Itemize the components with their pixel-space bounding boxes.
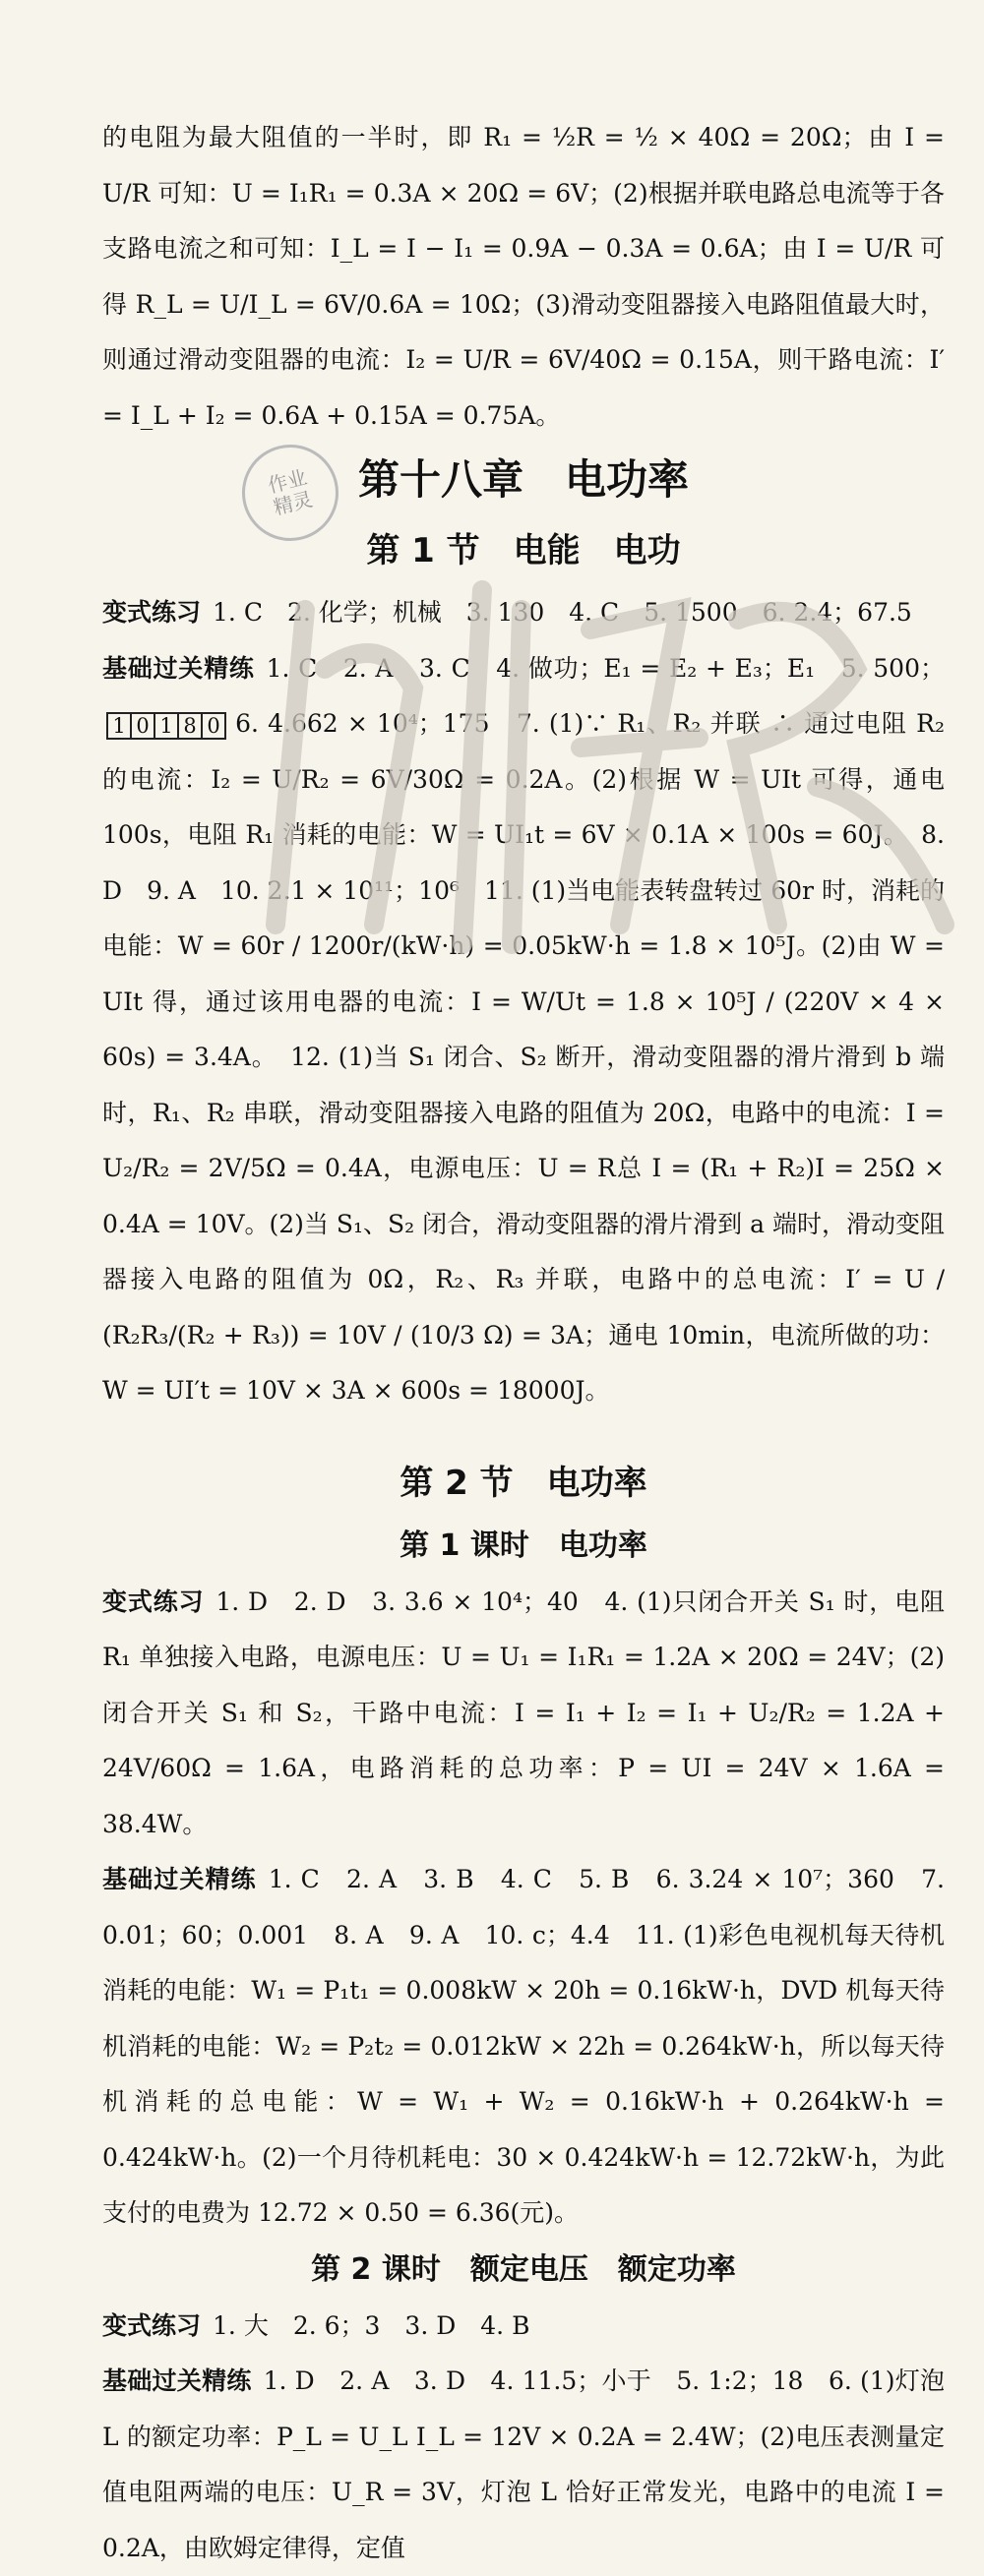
lesson-2-title: 第 2 课时 额定电压 额定功率 (311, 2251, 736, 2287)
basic-label: 基础过关精练 (102, 2366, 252, 2395)
basic-answers-b: 6. 4.662 × 10⁴；175 7. (1)∵ R₁、R₂ 并联 ∴ 通过电阻 R₂ 的电流：I₂ = U/R₂ = 6V/30Ω = 0.2A。(2)根据 W = UIt 可得，通电 100s，电阻 R₁ 消耗的电能：W = UI₁t = 6V × 0.1A × 100s = 60J。 8. D 9. A 10. 2.1 × 10¹¹；10⁶ 11. (1)当电能表转盘转过 60r 时，消耗的电能：W = 60r / 1200r/(kW·h) = 0.05kW·h = 1.8 × 10⁵J。(2)由 W = UIt 得，通过该用电器的电流：I = W/Ut = 1.8 × 10⁵J / (220V × 4 × 60s) = 3.4A。 12. (1)当 S₁ 闭合、S₂ 断开，滑动变阻器的滑片滑到 b 端时，R₁、R₂ 串联，滑动变阻器接入电路的阻值为 20Ω，电路中的电流：I = U₂/R₂ = 2V/5Ω = 0.4A，电源电压：U = R总 I = (R₁ + R₂)I = 25Ω × 0.4A = 10V。(2)当 S₁、S₂ 闭合，滑动变阻器的滑片滑到 a 端时，滑动变阻器接入电路的阻值为 0Ω，R₂、R₃ 并联，电路中的总电流：I′ = U / (R₂R₃/(R₂ + R₃)) = 10V / (10/3 Ω) = 3A；通电 10min，电流所做的功：W = UI′t = 10V × 3A × 600s = 18000J。 (102, 709, 945, 1405)
basic-answers: 1. D 2. A 3. D 4. 11.5；小于 5. 1:2；18 6. (1)灯泡 L 的额定功率：P_L = U_L I_L = 12V × 0.2A = 2.4W；(2)电压表测量定值电阻两端的电压：U_R = 3V，灯泡 L 恰好正常发光，电路中的电流 I = 0.2A，由欧姆定律得，定值 (102, 2366, 945, 2562)
basic-label: 基础过关精练 (102, 653, 255, 683)
variant-label: 变式练习 (102, 1587, 205, 1616)
section-1-title: 第 1 节 电能 电功 (366, 531, 681, 570)
lesson-2-variant (102, 2299, 945, 2355)
section-2-title: 第 2 节 电功率 (400, 1463, 647, 1503)
section-1-basic (102, 641, 945, 1419)
meter-digit: 8 (177, 714, 201, 738)
meter-reading-box (106, 712, 226, 740)
variant-answers: 1. 大 2. 6；3 3. D 4. B (213, 2310, 530, 2340)
basic-answers: 1. C 2. A 3. B 4. C 5. B 6. 3.24 × 10⁷；360 7. 0.01；60；0.001 8. A 9. A 10. c；4.4 11. (1)彩色电视机每天待机消耗的电能：W₁ = P₁t₁ = 0.008kW × 20h = 0.16kW·h，DVD 机每天待机消耗的电能：W₂ = P₂t₂ = 0.012kW × 22h = 0.264kW·h，所以每天待机消耗的总电能：W = W₁ + W₂ = 0.16kW·h + 0.264kW·h = 0.424kW·h。(2)一个月待机耗电：30 × 0.424kW·h = 12.72kW·h，为此支付的电费为 12.72 × 0.50 = 6.36(元)。 (102, 1865, 945, 2227)
basic-label: 基础过关精练 (102, 1865, 257, 1893)
stamp-line-1: 作业 (265, 464, 310, 498)
basic-answers-a: 1. C 2. A 3. C 4. 做功；E₁ = E₂ + E₃；E₁ 5. 500； (266, 653, 945, 683)
meter-digit: 1 (154, 714, 177, 738)
lesson-1-variant (102, 1575, 945, 1853)
variant-answers: 1. D 2. D 3. 3.6 × 10⁴；40 4. (1)只闭合开关 S₁ 时，电阻 R₁ 单独接入电路，电源电压：U = U₁ = I₁R₁ = 1.2A × 20Ω = 24V；(2)闭合开关 S₁ 和 S₂，干路中电流：I = I₁ + I₂ = I₁ + U₂/R₂ = 1.2A + 24V/60Ω = 1.6A，电路消耗的总功率：P = UI = 24V × 1.6A = 38.4W。 (102, 1587, 945, 1838)
variant-label: 变式练习 (102, 2310, 202, 2340)
section-1-variant (102, 585, 945, 641)
meter-digit: 0 (201, 714, 224, 738)
lesson-1-title: 第 1 课时 电功率 (400, 1528, 647, 1563)
chapter-title: 第十八章 电功率 (357, 455, 689, 504)
meter-digit: 0 (130, 714, 154, 738)
variant-answers: 1. C 2. 化学；机械 3. 130 4. C 5. 1500 6. 2.4；67.5 (213, 598, 912, 627)
stamp-line-2: 精灵 (271, 487, 315, 520)
lesson-1-basic (102, 1852, 945, 2242)
continuation-paragraph: 的电阻为最大阻值的一半时，即 R₁ = ½R = ½ × 40Ω = 20Ω；由 I = U/R 可知：U = I₁R₁ = 0.3A × 20Ω = 6V；(2)根据并联电路总电流等于各支路电流之和可知：I_L = I − I₁ = 0.9A − 0.3A = 0.6A；由 I = U/R 可得 R_L = U/I_L = 6V/0.6A = 10Ω；(3)滑动变阻器接入电路阻值最大时，则通过滑动变阻器的电流：I₂ = U/R = 6V/40Ω = 0.15A，则干路电流：I′ = I_L + I₂ = 0.6A + 0.15A = 0.75A。 (102, 123, 945, 430)
lesson-2-basic (102, 2354, 945, 2576)
variant-label: 变式练习 (102, 598, 202, 627)
meter-digit: 1 (112, 713, 126, 738)
